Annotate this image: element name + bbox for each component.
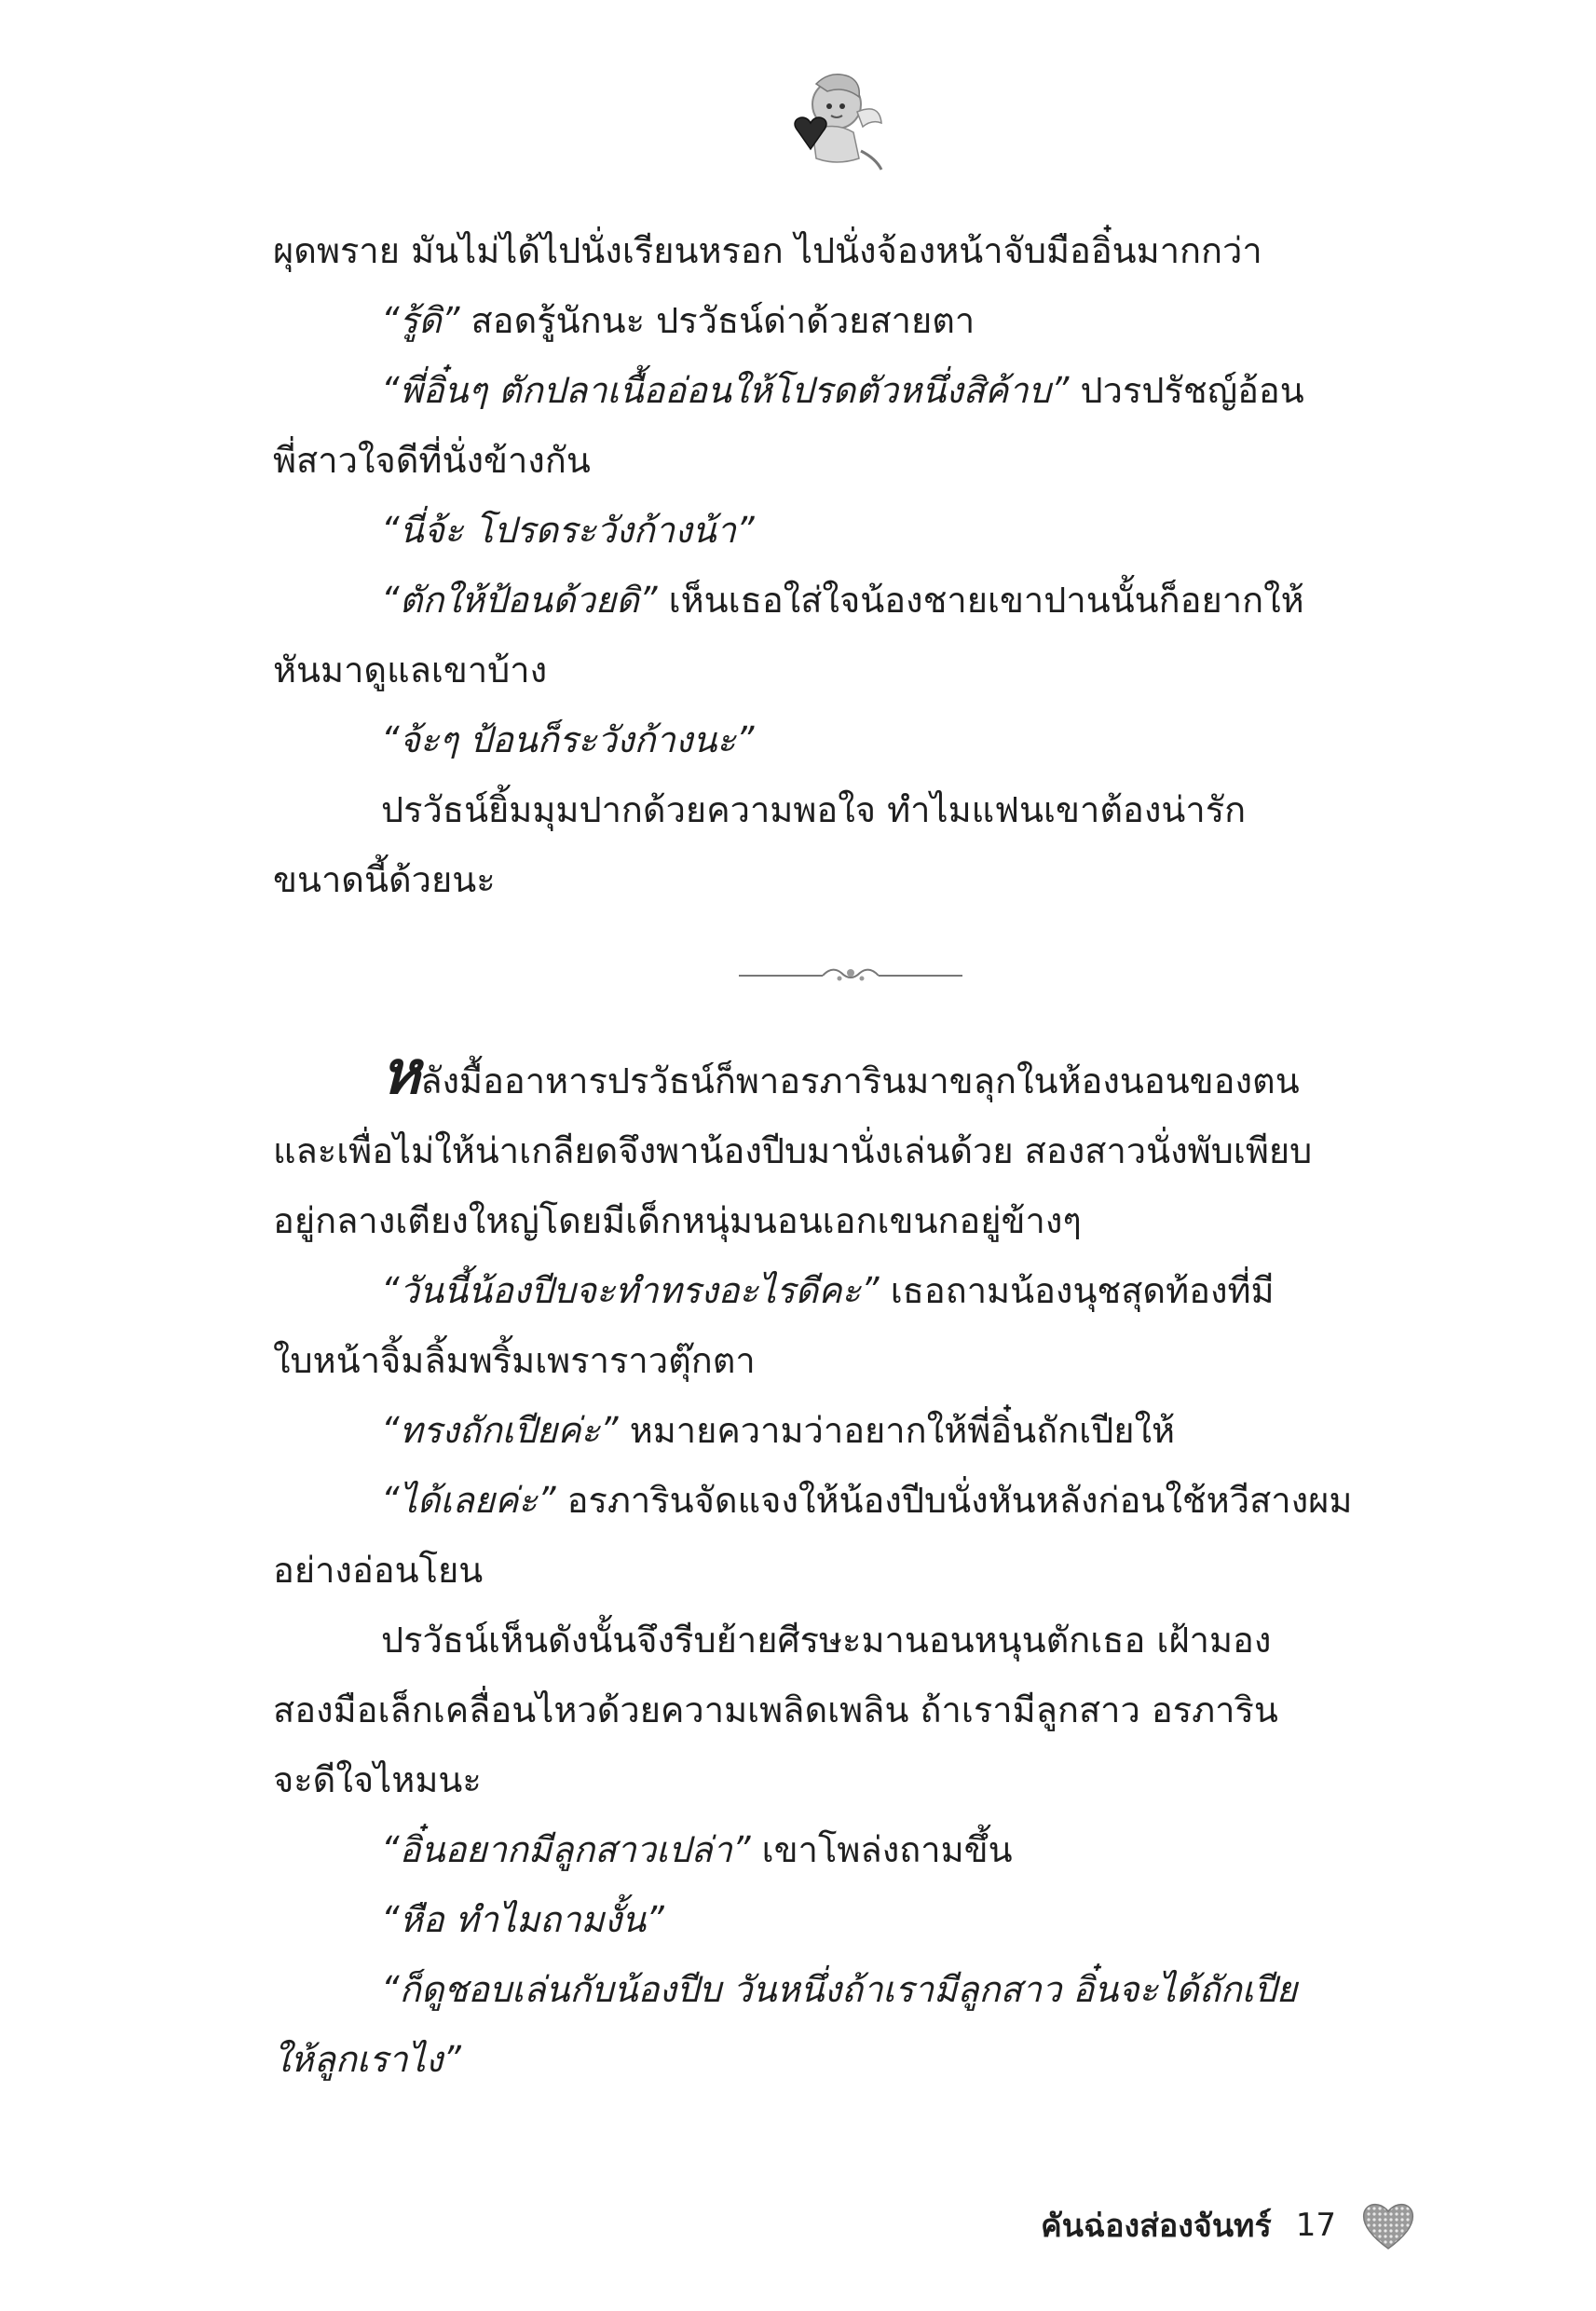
section-divider <box>273 915 1412 1046</box>
paragraph-line: ผุดพราย มันไม่ได้ไปนั่งเรียนหรอก ไปนั่งจ้องหน้าจับมืออิ๋นมากกว่า <box>273 230 1262 271</box>
dialogue-line: “ก็ดูชอบเล่นกับน้องปีบ วันหนึ่งถ้าเรามีลูกสาว อิ๋นจะได้ถักเปีย <box>381 1969 1298 2010</box>
dialogue-line: “ทรงถักเปียค่ะ” หมายความว่าอยากให้พี่อิ๋นถักเปียให้ <box>381 1410 1176 1451</box>
dialogue-line: “ได้เลยค่ะ” อรภารินจัดแจงให้น้องปีบนั่งหันหลังก่อนใช้หวีสางผม <box>381 1480 1353 1521</box>
drop-cap: ห <box>381 1046 421 1108</box>
paragraph-line: สองมือเล็กเคลื่อนไหวด้วยความเพลิดเพลิน ถ้าเรามีลูกสาว อรภาริน <box>273 1689 1278 1730</box>
dialogue-line: “หือ ทำไมถามงั้น” <box>381 1899 664 1940</box>
paragraph-line: ปรวัธน์ยิ้มมุมปากด้วยความพอใจ ทำไมแฟนเขาต้องน่ารัก <box>381 789 1247 830</box>
dialogue-line: “ตักให้ป้อนด้วยดิ” เห็นเธอใส่ใจน้องชายเขาปานนั้นก็อยากให้ <box>381 580 1304 621</box>
dialogue-line: “อิ๋นอยากมีลูกสาวเปล่า” เขาโพล่งถามขึ้น <box>381 1829 1013 1870</box>
body-text <box>273 216 1412 2095</box>
page-footer <box>1006 2197 1416 2253</box>
dialogue-line: “รู้ดิ” สอดรู้นักนะ ปรวัธน์ด่าด้วยสายตา <box>381 300 975 341</box>
paragraph-line: พี่สาวใจดีที่นั่งข้างกัน <box>273 440 591 481</box>
cherub-heart-ornament-icon <box>779 65 891 177</box>
paragraph-line: ใบหน้าจิ้มลิ้มพริ้มเพราราวตุ๊กตา <box>273 1340 756 1381</box>
dialogue-line: “จ้ะๆ ป้อนก็ระวังก้างนะ” <box>381 719 755 760</box>
flourish-divider-icon <box>739 962 962 990</box>
paragraph-line: ขนาดนี้ด้วยนะ <box>273 859 496 900</box>
dialogue-line: ให้ลูกเราไง” <box>273 2039 461 2080</box>
paragraph-line: อย่างอ่อนโยน <box>273 1550 484 1591</box>
dialogue-line: “วันนี้น้องปีบจะทำทรงอะไรดีคะ” เธอถามน้องนุชสุดท้องที่มี <box>381 1270 1275 1311</box>
heart-icon <box>1360 2200 1416 2250</box>
paragraph-line: จะดีใจไหมนะ <box>273 1759 482 1800</box>
dialogue-line: “พี่อิ๋นๆ ตักปลาเนื้ออ่อนให้โปรดตัวหนึ่งสิค้าบ” ปวรปรัชญ์อ้อน <box>381 370 1304 411</box>
paragraph-line: หันมาดูแลเขาบ้าง <box>273 650 548 691</box>
paragraph-line: ปรวัธน์เห็นดังนั้นจึงรีบย้ายศีรษะมานอนหนุนตักเธอ เฝ้ามอง <box>381 1620 1272 1661</box>
paragraph-line: และเพื่อไม่ให้น่าเกลียดจึงพาน้องปีบมานั่งเล่นด้วย สองสาวนั่งพับเพียบ <box>273 1130 1313 1171</box>
page-number: 17 <box>1295 2207 1336 2244</box>
book-title: คันฉ่องส่องจันทร์ <box>1040 2208 1272 2245</box>
dialogue-line: “นี่จ้ะ โปรดระวังก้างน้า” <box>381 510 755 551</box>
paragraph-line: อยู่กลางเตียงใหญ่โดยมีเด็กหนุ่มนอนเอกเขนกอยู่ข้างๆ <box>273 1200 1082 1241</box>
paragraph-line-dropcap: หลังมื้ออาหารปรวัธน์ก็พาอรภารินมาขลุกในห้องนอนของตน <box>273 1046 1412 1116</box>
